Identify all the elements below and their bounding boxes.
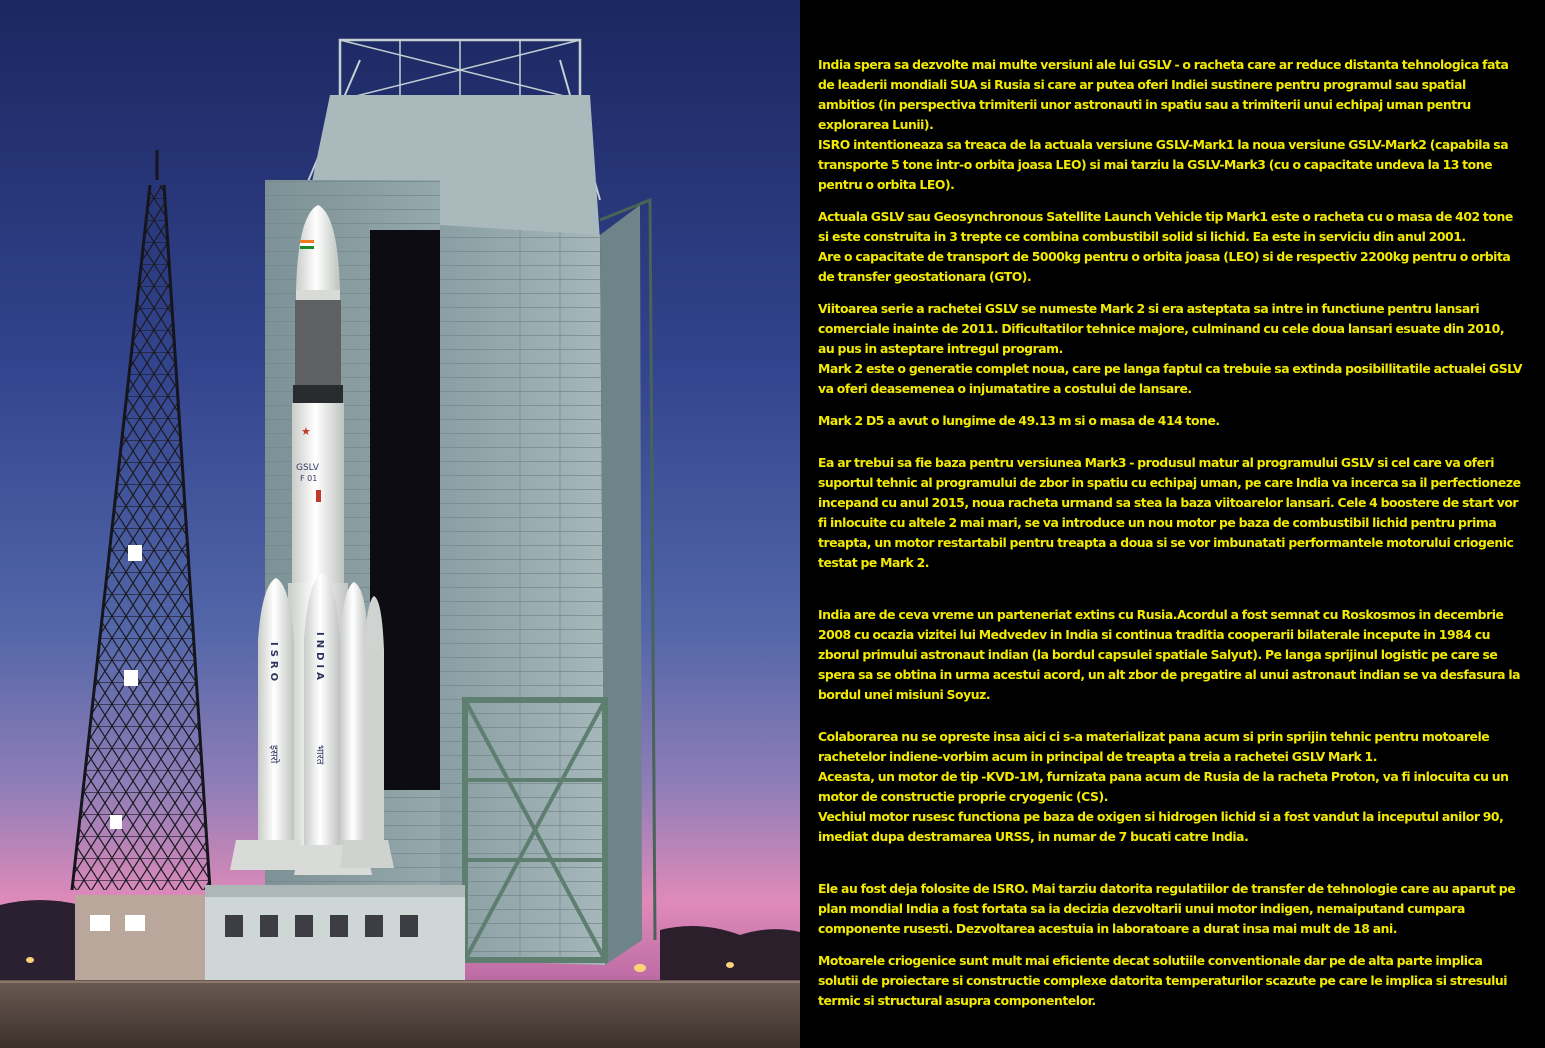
text-line: India spera sa dezvolte mai multe versiuni ale lui GSLV - o racheta care ar reduce distanta tehnologica fata de leaderii mondiali SUA si Rusia si care ar putea oferi Indiei sustinere pentru programul sau spatial ambitios (in perspectiva trimiterii unor astronauti in spatiu sau a trimiterii unui echipaj uman pentru explorarea Lunii). [818, 57, 1509, 132]
text-line: Vechiul motor rusesc functiona pe baza de oxigen si hidrogen lichid si a fost vandut la inceputul anilor 90, imediat dupa destramarea URSS, in numar de 7 bucati catre India. [818, 809, 1504, 844]
text-line: India are de ceva vreme un parteneriat extins cu Rusia.Acordul a fost semnat cu Roskosmos in decembrie 2008 cu ocazia vizitei lui Medvedev in India si continua traditia cooperarii bilaterale incepute in 1984 cu zborul primului astronaut indian (la bordul capsulei spatiale Salyut). Pe langa sprijinul logistic pe care se spera sa se obtina in urma acestui acord, un alt zbor de pregatire al unui astronaut indian se va desfasura la bordul unei misiuni Soyuz. [818, 607, 1521, 702]
text-line: Colaborarea nu se opreste insa aici ci s-a materializat pana acum si prin sprijin tehnic pentru motoarele rachetelor indiene-vorbim acum in principal de treapta a treia a rachetei GSLV Mark 1. [818, 729, 1490, 764]
paragraph-gslv-mark2 [818, 299, 1523, 399]
paragraph-gslv-mark1 [818, 207, 1523, 287]
text-line: Mark 2 D5 a avut o lungime de 49.13 m si o masa de 414 tone. [818, 413, 1220, 428]
text-line: Mark 2 este o generatie complet noua, care pe langa faptul ca trebuie sa extinda posibillitatile actualei GSLV va oferi deasemenea o injumatatire a costului de lansare. [818, 361, 1523, 396]
text-line: Ele au fost deja folosite de ISRO. Mai tarziu datorita regulatiilor de transfer de tehnologie care au aparut pe plan mondial India a fost fortata sa ia decizia dezvoltarii unui motor indigen, nemaiputand cumpara componente rusesti. Dezvoltarea acestuia in laboratoare a durat insa mai mult de 18 ani. [818, 881, 1516, 936]
text-line: Are o capacitate de transport de 5000kg pentru o orbita joasa (LEO) si de respectiv 2200kg pentru o orbita de transfer geostationara (GTO). [818, 249, 1511, 284]
text-line: Actuala GSLV sau Geosynchronous Satellite Launch Vehicle tip Mark1 este o racheta cu o masa de 402 tone si este construita in 3 trepte ce combina combustibil solid si lichid. Ea este in serviciu din anul 2001. [818, 209, 1513, 244]
booster-center-hindi-label: भारत [314, 745, 325, 765]
paragraph-russia-partnership [818, 605, 1523, 705]
stage-name-label: GSLV [296, 463, 319, 473]
paragraph-indigenous-engine [818, 879, 1523, 939]
launch-pedestal [75, 885, 465, 995]
booster-center-label: INDIA [314, 632, 325, 684]
text-line: Ea ar trebui sa fie baza pentru versiunea Mark3 - produsul matur al programului GSLV si cel care va oferi suportul tehnic al programului de zbor in spatiu cu echipaj uman, pe care India va incerca sa il perfectioneze incepand cu anul 2015, noua racheta urmand sa stea la baza viitoarelor lansari. Cele 4 boostere de start vor fi inlocuite cu altele 2 mai mari, se va introduce un nou motor pe baza de combustibil lichid pentru prima treapta, un motor restartabil pentru treapta a doua si se vor imbunatati performantele motorului criogenic testat pe Mark 2. [818, 455, 1521, 570]
paragraph-cryogenic-engines [818, 951, 1523, 1011]
booster-left-hindi-label: इसरो [268, 745, 279, 764]
paragraph-mark2-d5 [818, 411, 1523, 431]
svg-text:★: ★ [301, 425, 311, 438]
paragraph-engine-collaboration [818, 727, 1523, 847]
article-text [818, 55, 1523, 1023]
stage-code-label: F 01 [300, 474, 318, 483]
paragraph-gslv-versions [818, 55, 1523, 195]
text-line: Viitoarea serie a rachetei GSLV se numeste Mark 2 si era asteptata sa intre in functiune pentru lansari comerciale inainte de 2011. Dificultatilor tehnice majore, culminand cu cele doua lansari esuate din 2010, au pus in asteptare intregul program. [818, 301, 1505, 356]
paragraph-gslv-mark3 [818, 453, 1523, 573]
text-line: Motoarele criogenice sunt mult mai eficiente decat solutiile conventionale dar pe de alta parte implica solutii de proiectare si constructie complexe datorita temperaturilor scazute pe care le implica si stresului termic si structural asupra componentelor. [818, 953, 1508, 1008]
booster-left-label: ISRO [268, 642, 279, 686]
text-line: Aceasta, un motor de tip -KVD-1M, furnizata pana acum de Rusia de la racheta Proton, va fi inlocuita cu un motor de constructie proprie cryogenic (CS). [818, 769, 1509, 804]
text-line: ISRO intentioneaza sa treaca de la actuala versiune GSLV-Mark1 la noua versiune GSLV-Mark2 (capabila sa transporte 5 tone intr-o orbita joasa LEO) si mai tarziu la GSLV-Mark3 (cu o capacitate undeva la 13 tone pentru o orbita LEO). [818, 137, 1509, 192]
